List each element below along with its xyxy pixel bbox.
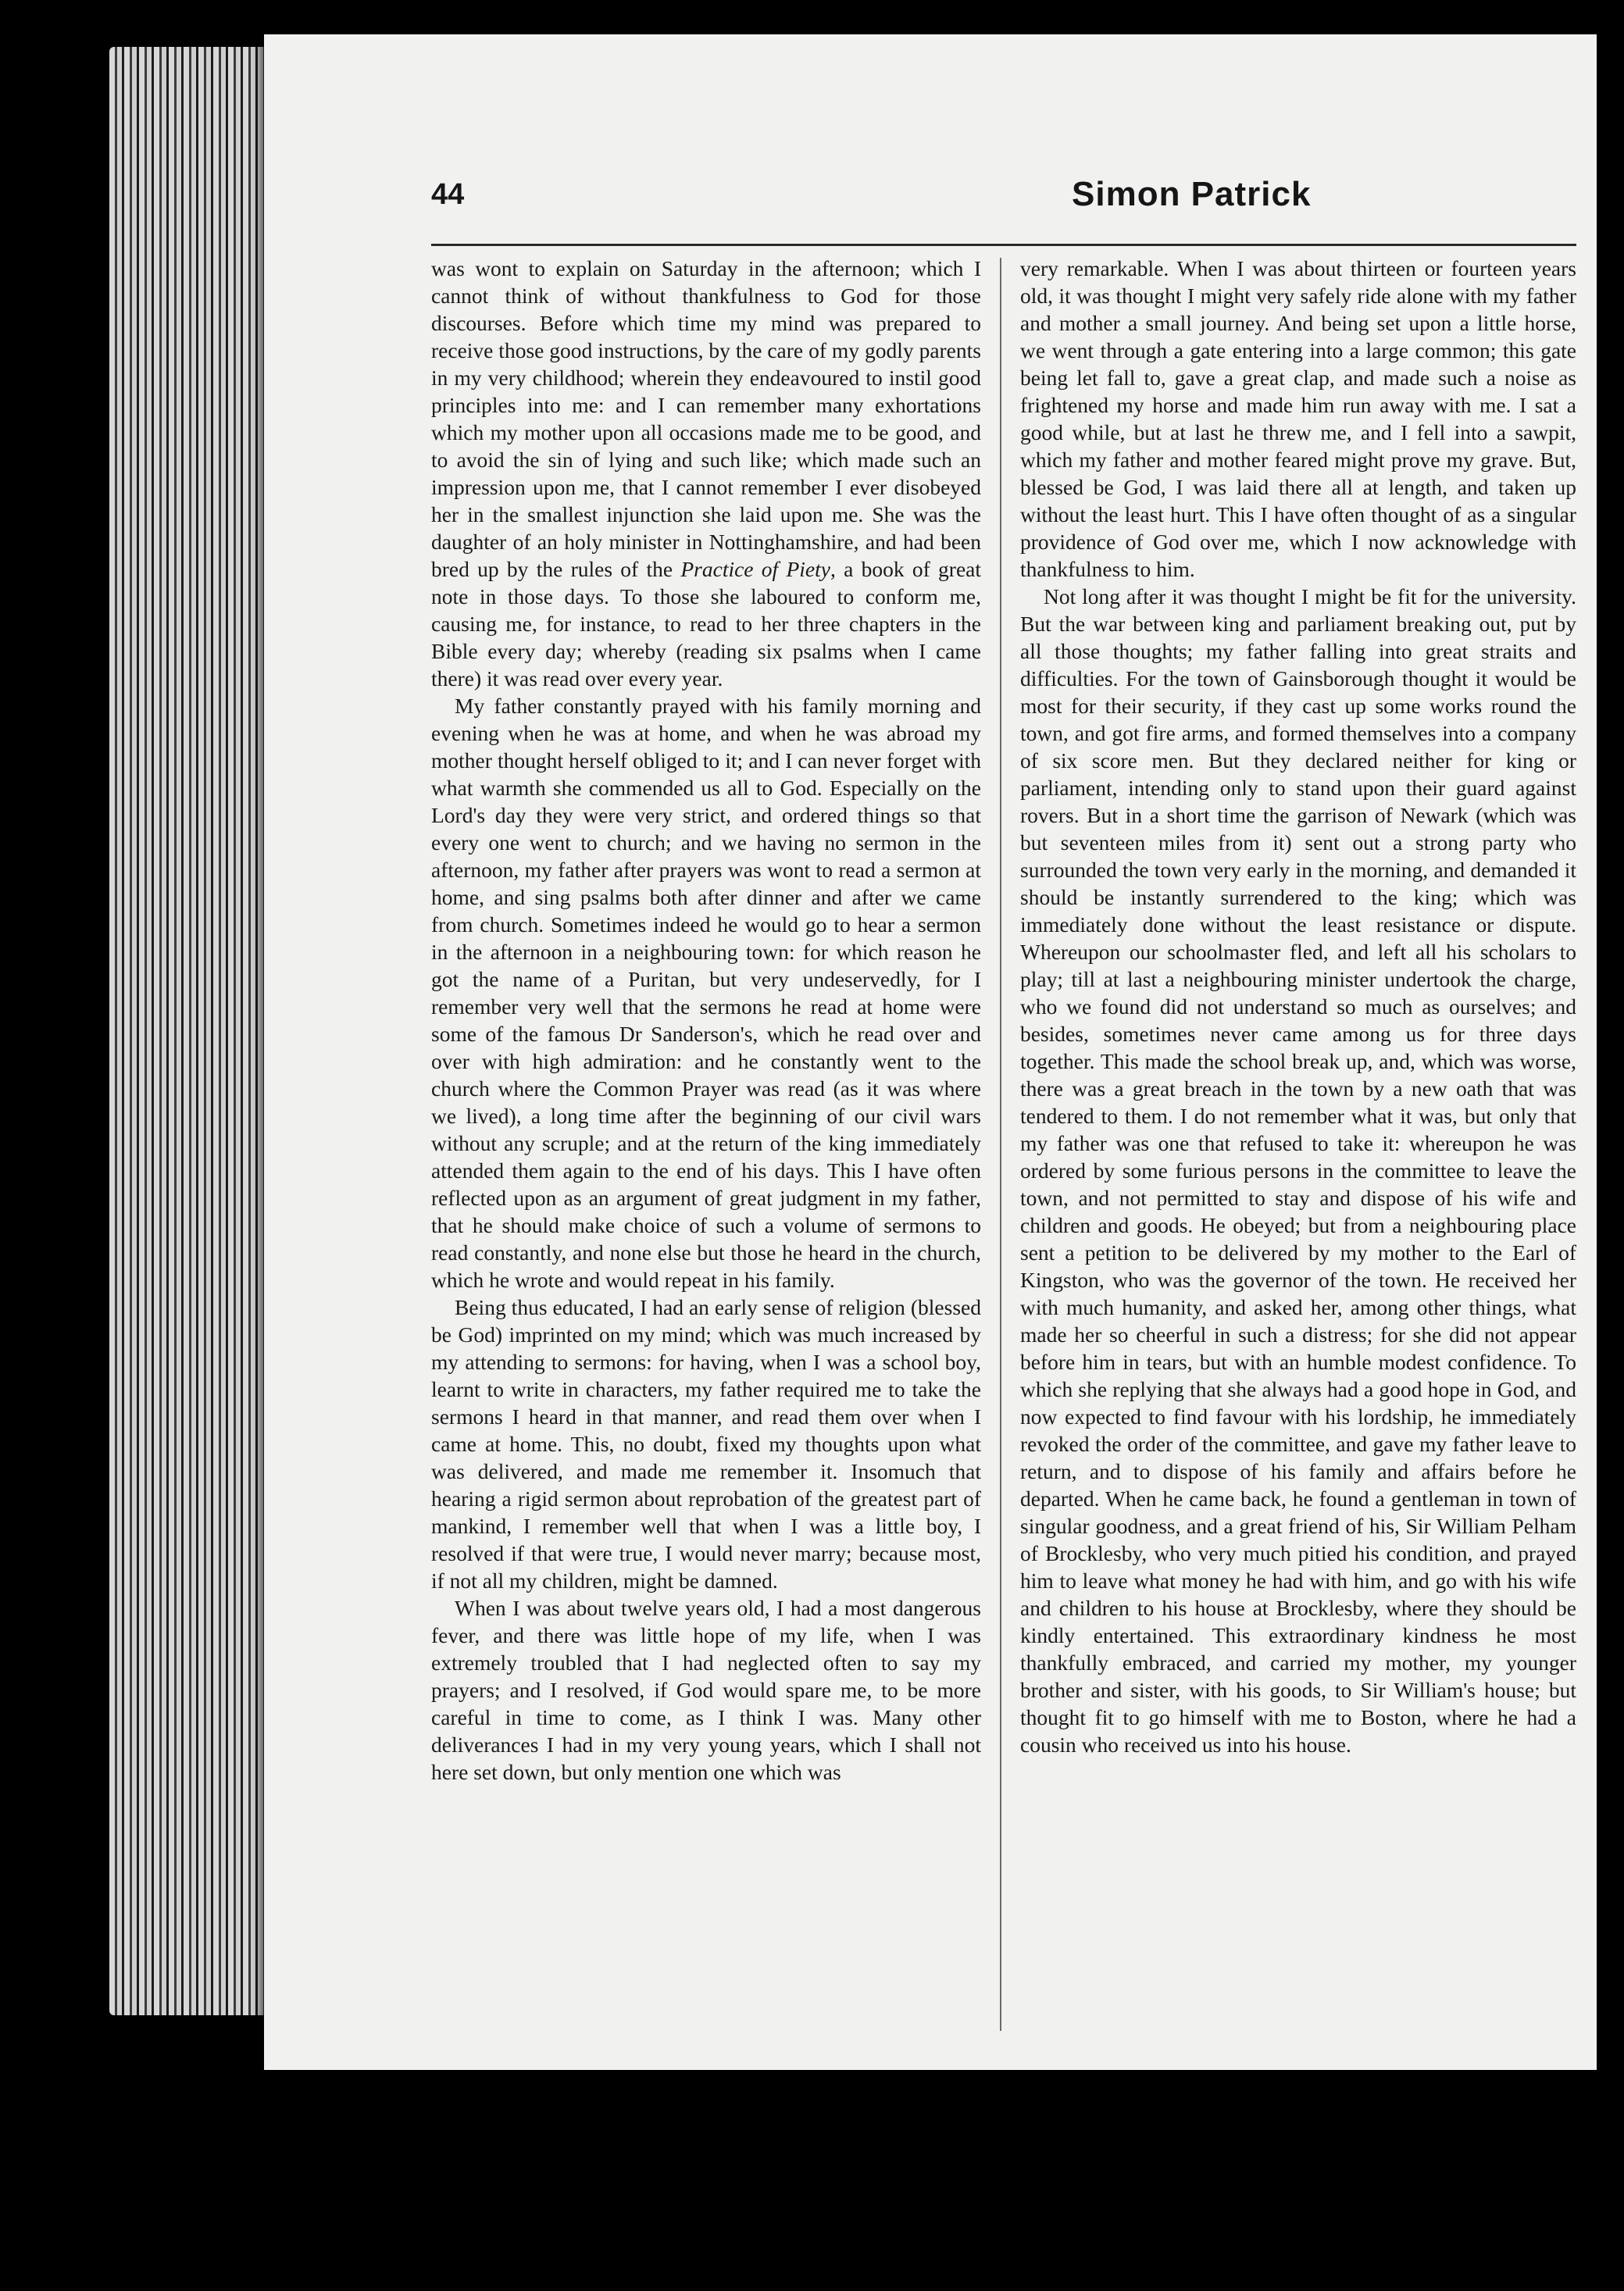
- book-page: [264, 34, 1597, 2070]
- paragraph: My father constantly prayed with his family morning and evening when he was at home, and when he was abroad my mother thought herself obliged to it; and I can never forget with what warmth she commended us all to God. Especially on the Lord's day they were very strict, and ordered things so that every one went to church; and we having no sermon in the afternoon, my father after prayers was wont to read a sermon at home, and sing psalms both after dinner and after we came from church. Sometimes indeed he would go to hear a sermon in the afternoon in a neighbouring town: for which reason he got the name of a Puritan, but very undeservedly, for I remember very well that the sermons he read at home were some of the famous Dr Sanderson's, which he read over and over with high admiration: and he constantly went to the church where the Common Prayer was read (as it was where we lived), a long time after the beginning of our civil wars without any scruple; and at the return of the king immediately attended them again to the end of his days. This I have often reflected upon as an argument of great judgment in my father, that he should make choice of such a volume of sermons to read constantly, and none else but those he heard in the church, which he wrote and would repeat in his family.: [431, 694, 981, 1292]
- paragraph: When I was about twelve years old, I had a most dangerous fever, and there was little hope of my life, when I was extremely troubled that I had neglected often to say my prayers; and I resolved, if God would spare me, to be more careful in time to come, as I think I was. Many other deliverances I had in my very young years, which I shall not here set down, but only mention one which was: [431, 1596, 981, 1784]
- paragraph: Being thus educated, I had an early sense of religion (blessed be God) imprinted on my mind; which was much increased by my attending to sermons: for having, when I was a school boy, learnt to write in characters, my father required me to take the sermons I heard in that manner, and read them over when I came at home. This, no doubt, fixed my thoughts upon what was delivered, and made me remember it. Insomuch that hearing a rigid sermon about reprobation of the greatest part of mankind, I remember well that when I was a little boy, I resolved if that were true, I would never marry; because most, if not all my children, might be damned.: [431, 1295, 981, 1593]
- left-column: [431, 255, 981, 1786]
- book-page-edges: [109, 47, 273, 2015]
- running-title: Simon Patrick: [1072, 175, 1312, 213]
- running-head: [431, 175, 1576, 223]
- paragraph-text: was wont to explain on Saturday in the afternoon; which I cannot think of without thankfulness to God for those discourses. Before which time my mind was prepared to receive those good instructions, by the care of my godly parents in my very childhood; wherein they endeavoured to instil good principles into me: and I can remember many exhortations which my mother upon all occasions made me to be good, and to avoid the sin of lying and such like; which made such an impression upon me, that I cannot remember I ever disobeyed her in the smallest injunction she laid upon me. She was the daughter of an holy minister in Nottinghamshire, and had been bred up by the rules of the: [431, 256, 981, 581]
- paragraph: Not long after it was thought I might be fit for the university. But the war between king and parliament breaking out, put by all those thoughts; my father falling into great straits and difficulties. For the town of Gainsborough thought it would be most for their security, if they cast up some works round the town, and got fire arms, and formed themselves into a company of six score men. But they declared neither for king or parliament, intending only to stand upon their guard against rovers. But in a short time the garrison of Newark (which was but seventeen miles from it) sent out a strong party who surrounded the town very early in the morning, and demanded it should be instantly surrendered to the king; which was immediately done without the least resistance or dispute. Whereupon our schoolmaster fled, and left all his scholars to play; till at last a neighbouring minister undertook the charge, who we found did not understand so much as ourselves; and besides, sometimes never came among us for three days together. This made the school break up, and, which was worse, there was a great breach in the town by a new oath that was tendered to them. I do not remember what it was, but only that my father was one that refused to take it: whereupon he was ordered by some furious persons in the committee to leave the town, and not permitted to stay and dispose of his wife and children and goods. He obeyed; but from a neighbouring place sent a petition to be delivered by my mother to the Earl of Kingston, who was the governor of the town. He received her with much humanity, and asked her, among other things, what made her so cheerful in such a distress; for she did not appear before him in tears, but with an humble modest confidence. To which she replying that she always had a good hope in God, and now expected to find favour with his lordship, he immediately revoked the order of the committee, and gave my father leave to return, and to dispose of his family and affairs before he departed. When he came back, he found a gentleman in town of singular goodness, and a great friend of his, Sir William Pelham of Brocklesby, who very much pitied his condition, and prayed him to leave what money he had with him, and go with his wife and children to his house at Brocklesby, where they should be kindly entertained. This extraordinary kindness he most thankfully embraced, and carried my mother, my younger brother and sister, with his goods, to Sir William's house; but thought fit to go himself with me to Boston, where he had a cousin who received us into his house.: [1020, 584, 1576, 1757]
- column-divider: [1000, 258, 1001, 2031]
- paragraph: [431, 255, 981, 692]
- paragraph: very remarkable. When I was about thirteen or fourteen years old, it was thought I might very safely ride alone with my father and mother a small journey. And being set upon a little horse, we went through a gate entering into a large common; this gate being let fall to, gave a great clap, and made such a noise as frightened my horse and made him run away with me. I sat a good while, but at last he threw me, and I fell into a sawpit, which my father and mother feared might prove my grave. But, blessed be God, I was laid there all at length, and taken up without the least hurt. This I have often thought of as a singular providence of God over me, which I now acknowledge with thankfulness to him.: [1020, 256, 1576, 581]
- header-rule: [431, 244, 1576, 246]
- right-column: [1020, 255, 1576, 1758]
- page-number: 44: [431, 178, 465, 211]
- book-title: Practice of Piety: [680, 557, 830, 581]
- paragraph-text: , a book of great note in those days. To those she laboured to conform me, causing me, for instance, to read to her three chapters in the Bible every day; whereby (reading six psalms when I came there) it was read over every year.: [431, 557, 982, 691]
